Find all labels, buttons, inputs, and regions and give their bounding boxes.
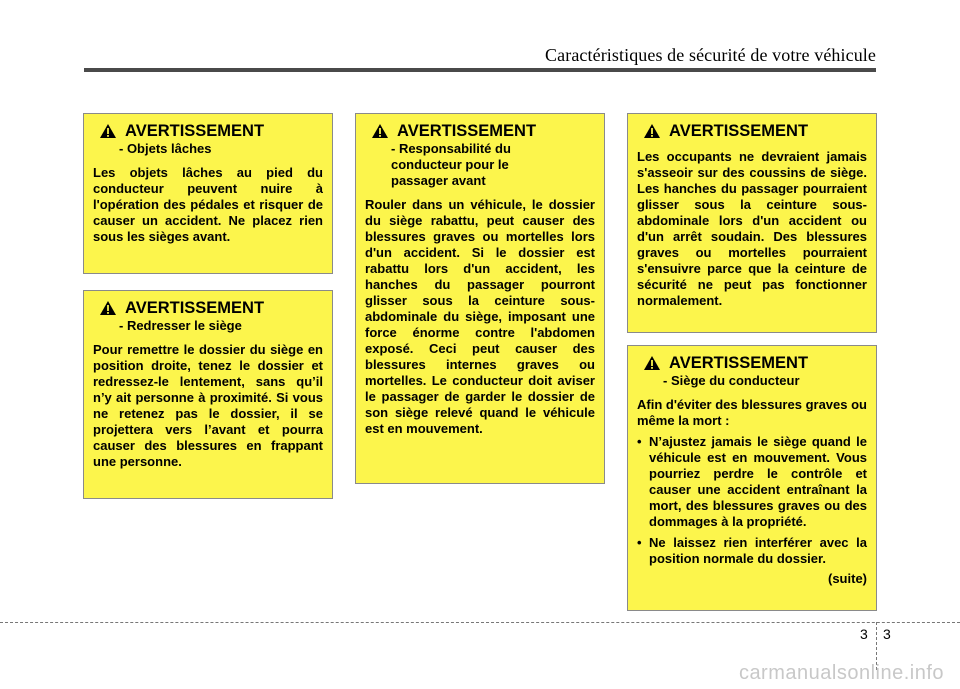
page-header-title: Caractéristiques de sécurité de votre véhicule [545,45,876,65]
bullet-mark: • [637,535,642,550]
warning-body: Les occupants ne devraient jamais s'asseoir sur des coussins de siège. Les hanches du passager pourraient glisser sous la ceinture sous-abdominale lors d'un accident ou d'un arrêt soudain. Des blessures graves ou mortelles pourraient s'ensuivre parce que la ceinture de sécurité ne peut pas fonctionner normalement. [637,149,867,308]
warning-subtitle: - Redresser le siège [119,318,242,333]
bullet-text: Ne laissez rien interférer avec la position normale du dossier. [649,535,867,566]
continued-label: (suite) [828,571,867,586]
warning-box-driver-responsibility [355,113,605,484]
warning-body: Rouler dans un véhicule, le dossier du siège rabattu, peut causer des blessures graves ou mortelles lors d'un accident. Si le dossier est rabattu lors d'un accident, les hanches du passager pourront glisser sous la ceinture sous-abdominale du siège, imposant une force énorme contre l'abdomen exposé. Ceci peut causer des blessures internes graves ou mortelles. Le conducteur doit aviser le passager de garder le dossier de son siège relevé quand le véhicule est en mouvement. [365,197,595,436]
warning-subtitle: - Siège du conducteur [663,373,800,388]
warning-subtitle: - Responsabilité du conducteur pour le passager avant [391,141,511,188]
warning-triangle-icon [643,355,661,371]
warning-heading: AVERTISSEMENT [93,122,323,140]
warning-triangle-icon [643,123,661,139]
bullet-text: N’ajustez jamais le siège quand le véhicule est en mouvement. Vous pourriez perdre le contrôle et causer une accident entraînant la mort, des blessures graves ou des dommages à la propriété. [649,434,867,529]
warning-triangle-icon [99,123,117,139]
warning-bullet-item [637,434,867,530]
warning-triangle-icon [371,123,389,139]
warning-body: Afin d'éviter des blessures graves ou même la mort : [637,397,867,428]
warning-heading: AVERTISSEMENT [637,354,867,372]
warning-heading: AVERTISSEMENT [93,299,323,317]
warning-box-seat-cushions [627,113,877,333]
chapter-number: 3 [860,626,868,642]
warning-box-seat-recline [83,290,333,499]
warning-subtitle: - Objets lâches [119,141,212,156]
warning-box-loose-objects [83,113,333,274]
warning-heading: AVERTISSEMENT [365,122,595,140]
warning-triangle-icon [99,300,117,316]
warning-body: Pour remettre le dossier du siège en position droite, tenez le dossier et redressez-le lentement, sans qu’il n’y ait personne à proximité. Si vous ne retenez pas le dossier, il se projettera vers l’avant et pourra causer des blessures en frappant une personne. [93,342,323,469]
warning-bullet-item [637,535,867,567]
footer-rule [0,622,960,623]
header-rule [84,68,876,72]
bullet-mark: • [637,434,642,449]
warning-body: Les objets lâches au pied du conducteur peuvent nuire à l'opération des pédales et risquer de causer un accident. Ne placez rien sous les sièges avant. [93,165,323,244]
watermark: carmanualsonline.info [738,662,944,684]
warning-box-driver-seat [627,345,877,611]
page-number: 3 [883,626,891,642]
warning-heading: AVERTISSEMENT [637,122,867,140]
